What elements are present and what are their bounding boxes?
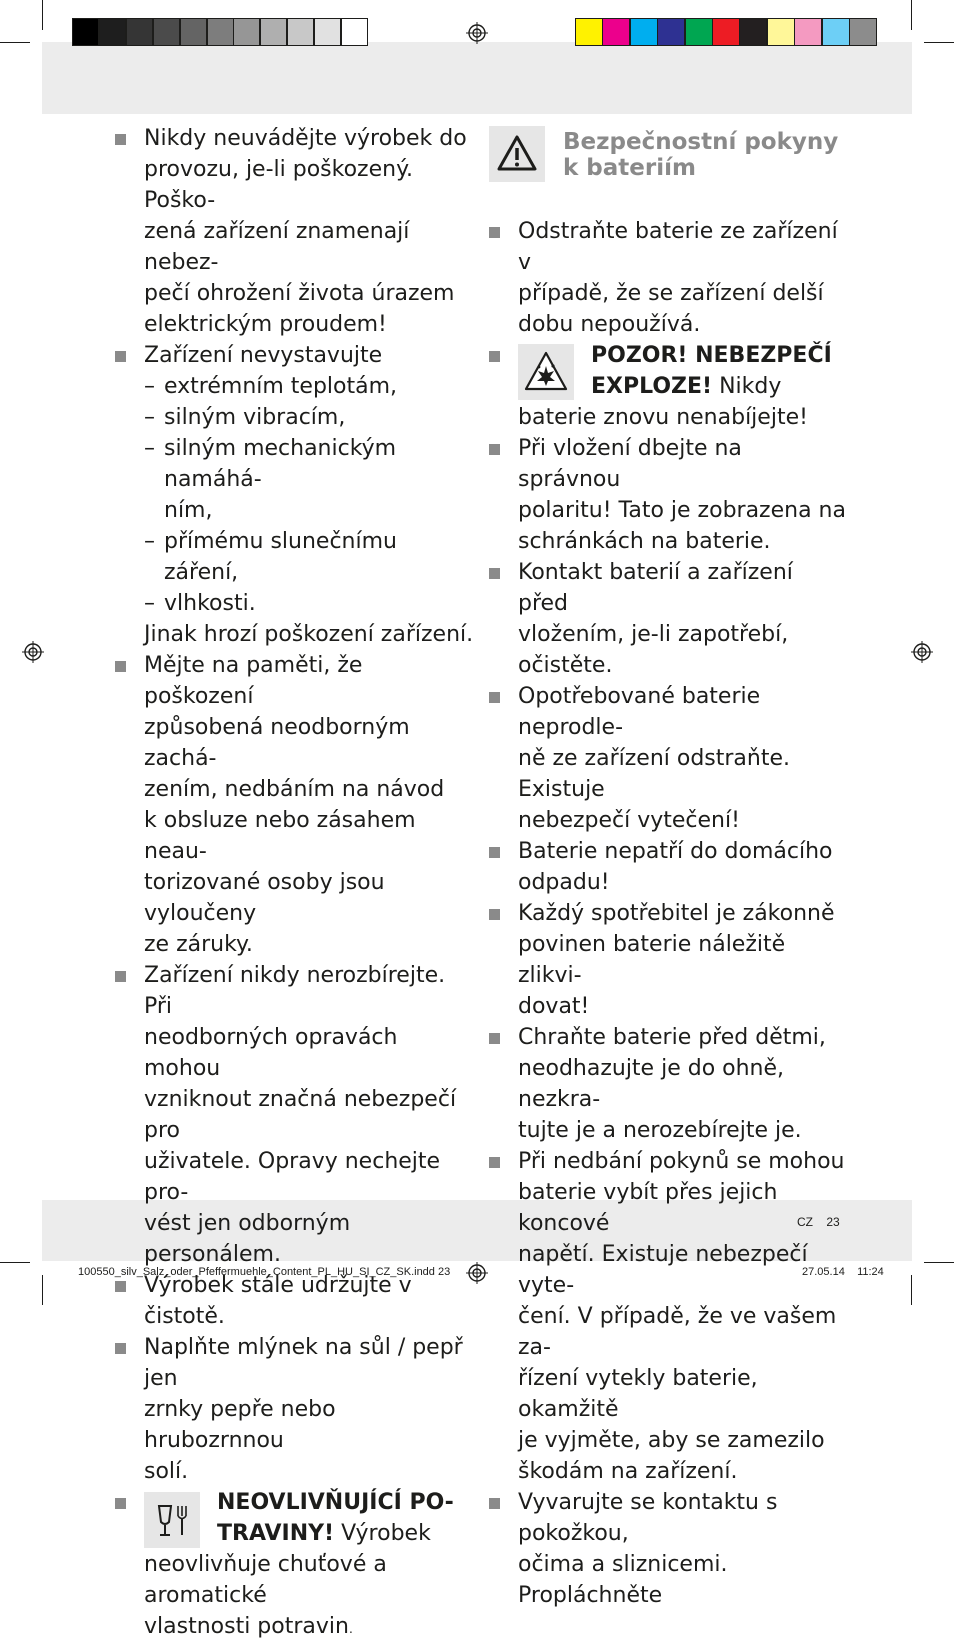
item-text: neodhazujte je do ohně, nezkra- [518, 1056, 785, 1112]
color-swatch [630, 18, 658, 46]
registration-mark-icon [911, 641, 933, 663]
item-text: provozu, je-li poškozený. Poško- [144, 157, 413, 213]
color-swatch [849, 18, 877, 46]
item-text: Odstraňte baterie ze zařízení v [518, 219, 838, 275]
color-swatch [657, 18, 685, 46]
item-text: neodborných opravách mohou [144, 1025, 398, 1081]
bullet-icon [489, 1498, 500, 1509]
gray-swatch [153, 18, 180, 46]
sub-item [144, 371, 475, 402]
item-text: očima a sliznicemi. Propláchněte [518, 1552, 728, 1608]
gray-swatch [314, 18, 341, 46]
item-text: Mějte na paměti, že poškození [144, 653, 363, 709]
bullet-icon [489, 351, 500, 362]
item-text: Naplňte mlýnek na sůl / pepř jen [144, 1335, 463, 1391]
color-swatch [767, 18, 795, 46]
item-text: Při vložení dbejte na správnou [518, 436, 742, 492]
item-text: Nikdy neuvádějte výrobek do [144, 126, 467, 151]
dash-icon: – [144, 436, 155, 461]
item-text: Opotřebované baterie neprodle- [518, 684, 761, 740]
warning-triangle-icon [489, 126, 545, 182]
food-safe-icon [144, 1492, 200, 1548]
crop-mark [42, 1275, 43, 1305]
bullet-icon [489, 692, 500, 703]
registration-mark-icon [466, 22, 488, 44]
gray-swatch [233, 18, 260, 46]
dash-icon: – [144, 405, 155, 430]
bullet-icon [489, 1157, 500, 1168]
item-text: ze záruky. [144, 932, 253, 957]
explosion-item [489, 340, 849, 402]
print-timestamp [802, 1266, 884, 1278]
bullet-icon [489, 444, 500, 455]
item-text: pečí ohrožení života úrazem [144, 281, 455, 306]
explosion-text-3: baterie znovu nenabíjejte! [518, 405, 808, 430]
list-item [489, 1146, 849, 1487]
bullet-icon [489, 909, 500, 920]
list-item [489, 1487, 849, 1611]
item-text: nebezpečí vytečení! [518, 808, 740, 833]
item-text: způsobená neodborným zachá- [144, 715, 410, 771]
color-swatch [602, 18, 630, 46]
gray-swatch [126, 18, 153, 46]
item-text: Každý spotřebitel je zákonně [518, 901, 835, 926]
item-text: baterie vybít přes jejich koncové [518, 1180, 778, 1236]
color-swatch [575, 18, 603, 46]
item-text: je vyjměte, aby se zamezilo [518, 1428, 825, 1453]
sub-item-text: ním, [164, 498, 213, 523]
color-swatch [794, 18, 822, 46]
item-text: k obsluze nebo zásahem neau- [144, 808, 416, 864]
heading-line-1: Bezpečnostní pokyny [563, 129, 839, 155]
sub-item-text: extrémním teplotám, [164, 374, 398, 399]
food-safe-dot: . [348, 1622, 353, 1636]
item-text: Kontakt baterií a zařízení před [518, 560, 793, 616]
left-column [115, 123, 475, 1645]
item-text: Vyvarujte se kontaktu s pokožkou, [518, 1490, 778, 1546]
item-text: uživatele. Opravy nechejte pro- [144, 1149, 441, 1205]
item-text: Výrobek stále udržujte v čistotě. [144, 1273, 412, 1329]
bullet-icon [489, 227, 500, 238]
list-item [489, 433, 849, 557]
list-item [115, 650, 475, 960]
item-text: ně ze zařízení odstraňte. Existuje [518, 746, 791, 802]
food-safe-text-4: vlastnosti potravin [144, 1614, 349, 1639]
bullet-icon [489, 1033, 500, 1044]
list-item [115, 1270, 475, 1332]
heading-line-2: k bateriím [563, 155, 696, 181]
item-text: Chraňte baterie před dětmi, [518, 1025, 826, 1050]
food-safe-item [115, 1487, 475, 1549]
crop-mark [924, 42, 954, 43]
color-swatch [712, 18, 740, 46]
bullet-icon [489, 847, 500, 858]
food-safe-heading-2: TRAVINY! [217, 1521, 335, 1546]
sub-item [144, 402, 475, 433]
item-text: dobu nepoužívá. [518, 312, 701, 337]
registration-mark-icon [22, 641, 44, 663]
item-text: Baterie nepatří do domácího [518, 839, 833, 864]
bullet-icon [115, 134, 126, 145]
sub-item-text: silným vibracím, [164, 405, 346, 430]
sub-item [144, 588, 475, 619]
gray-swatch [207, 18, 234, 46]
item-text: schránkách na baterie. [518, 529, 771, 554]
explosion-heading-2: EXPLOZE! [591, 374, 713, 399]
gray-swatch [260, 18, 287, 46]
item-text: řízení vytekly baterie, okamžitě [518, 1366, 758, 1422]
bullet-icon [115, 1281, 126, 1292]
item-text: vést jen odborným personálem. [144, 1211, 351, 1267]
explosion-heading-1: POZOR! NEBEZPEČÍ [591, 343, 832, 368]
item-text: vzniknout značná nebezpečí pro [144, 1087, 457, 1143]
crop-mark [0, 42, 30, 43]
print-file-name: 100550_silv_Salz_oder_Pfeffermuehle_Content_PL_HU_SI_CZ_SK.indd 23 [78, 1266, 451, 1278]
list-item [115, 340, 475, 650]
item-text: zrnky pepře nebo hrubozrnnou [144, 1397, 336, 1453]
color-swatch [822, 18, 850, 46]
dash-icon: – [144, 529, 155, 554]
gray-swatch [180, 18, 207, 46]
item-text: povinen baterie náležitě zlikvi- [518, 932, 786, 988]
color-swatch [685, 18, 713, 46]
item-text: elektrickým proudem! [144, 312, 387, 337]
item-text: zením, nedbáním na návod [144, 777, 445, 802]
bullet-icon [489, 568, 500, 579]
color-swatch [739, 18, 767, 46]
item-text: vložením, je-li zapotřebí, očistěte. [518, 622, 789, 678]
dash-icon: – [144, 591, 155, 616]
crop-mark [42, 0, 43, 30]
sub-item [144, 526, 475, 588]
item-text: torizované osoby jsou vyloučeny [144, 870, 385, 926]
print-date: 27.05.14 [802, 1266, 845, 1278]
gray-swatch [341, 18, 368, 46]
header-band [42, 42, 912, 114]
sub-item-text: vlhkosti. [164, 591, 256, 616]
item-text: Zařízení nikdy nerozbírejte. Při [144, 963, 446, 1019]
bullet-icon [115, 1343, 126, 1354]
page-footer [797, 1215, 840, 1229]
page-number: 23 [826, 1215, 840, 1229]
bullet-icon [115, 971, 126, 982]
item-text: Jinak hrozí poškození zařízení. [144, 622, 474, 647]
list-item [115, 1332, 475, 1487]
gray-swatch [99, 18, 126, 46]
item-text: škodám na zařízení. [518, 1459, 738, 1484]
list-item [489, 216, 849, 340]
list-item [489, 1022, 849, 1146]
item-text: čení. V případě, že ve vašem za- [518, 1304, 837, 1360]
food-safe-heading-1: NEOVLIVŇUJÍCÍ PO- [217, 1490, 454, 1515]
item-text: dovat! [518, 994, 590, 1019]
sub-item-text: silným mechanickým namáhá- [164, 436, 397, 492]
list-item [489, 898, 849, 1022]
list-item [489, 681, 849, 836]
sub-item [144, 433, 475, 526]
dash-icon: – [144, 374, 155, 399]
bullet-icon [115, 351, 126, 362]
gray-swatch [287, 18, 314, 46]
sub-item-text: přímému slunečnímu záření, [164, 529, 397, 585]
gray-swatch [72, 18, 99, 46]
food-safe-text-2: Výrobek [334, 1521, 431, 1546]
print-time: 11:24 [857, 1266, 884, 1278]
crop-mark [911, 0, 912, 30]
explosion-text-2: Nikdy [712, 374, 782, 399]
item-text: zená zařízení znamenají nebez- [144, 219, 410, 275]
crop-mark [911, 1275, 912, 1305]
item-text: Při nedbání pokynů se mohou [518, 1149, 845, 1174]
item-text: solí. [144, 1459, 189, 1484]
item-text: polaritu! Tato je zobrazena na [518, 498, 846, 523]
bullet-icon [115, 1498, 126, 1509]
item-text: případě, že se zařízení delší [518, 281, 824, 306]
list-item [115, 123, 475, 340]
item-text: odpadu! [518, 870, 610, 895]
food-safe-text-3: neovlivňuje chuťové a aromatické [144, 1552, 387, 1608]
right-column [489, 126, 849, 1611]
list-item [115, 960, 475, 1270]
list-item [489, 836, 849, 898]
explosion-icon [518, 344, 574, 400]
item-text: tujte je a nerozebírejte je. [518, 1118, 802, 1143]
crop-mark [924, 1262, 954, 1263]
bullet-icon [115, 661, 126, 672]
crop-mark [0, 1262, 30, 1263]
item-text: napětí. Existuje nebezpečí vyte- [518, 1242, 808, 1298]
language-code: CZ [797, 1215, 813, 1229]
list-item [489, 557, 849, 681]
battery-safety-heading [489, 126, 849, 216]
item-text: Zařízení nevystavujte [144, 343, 383, 368]
